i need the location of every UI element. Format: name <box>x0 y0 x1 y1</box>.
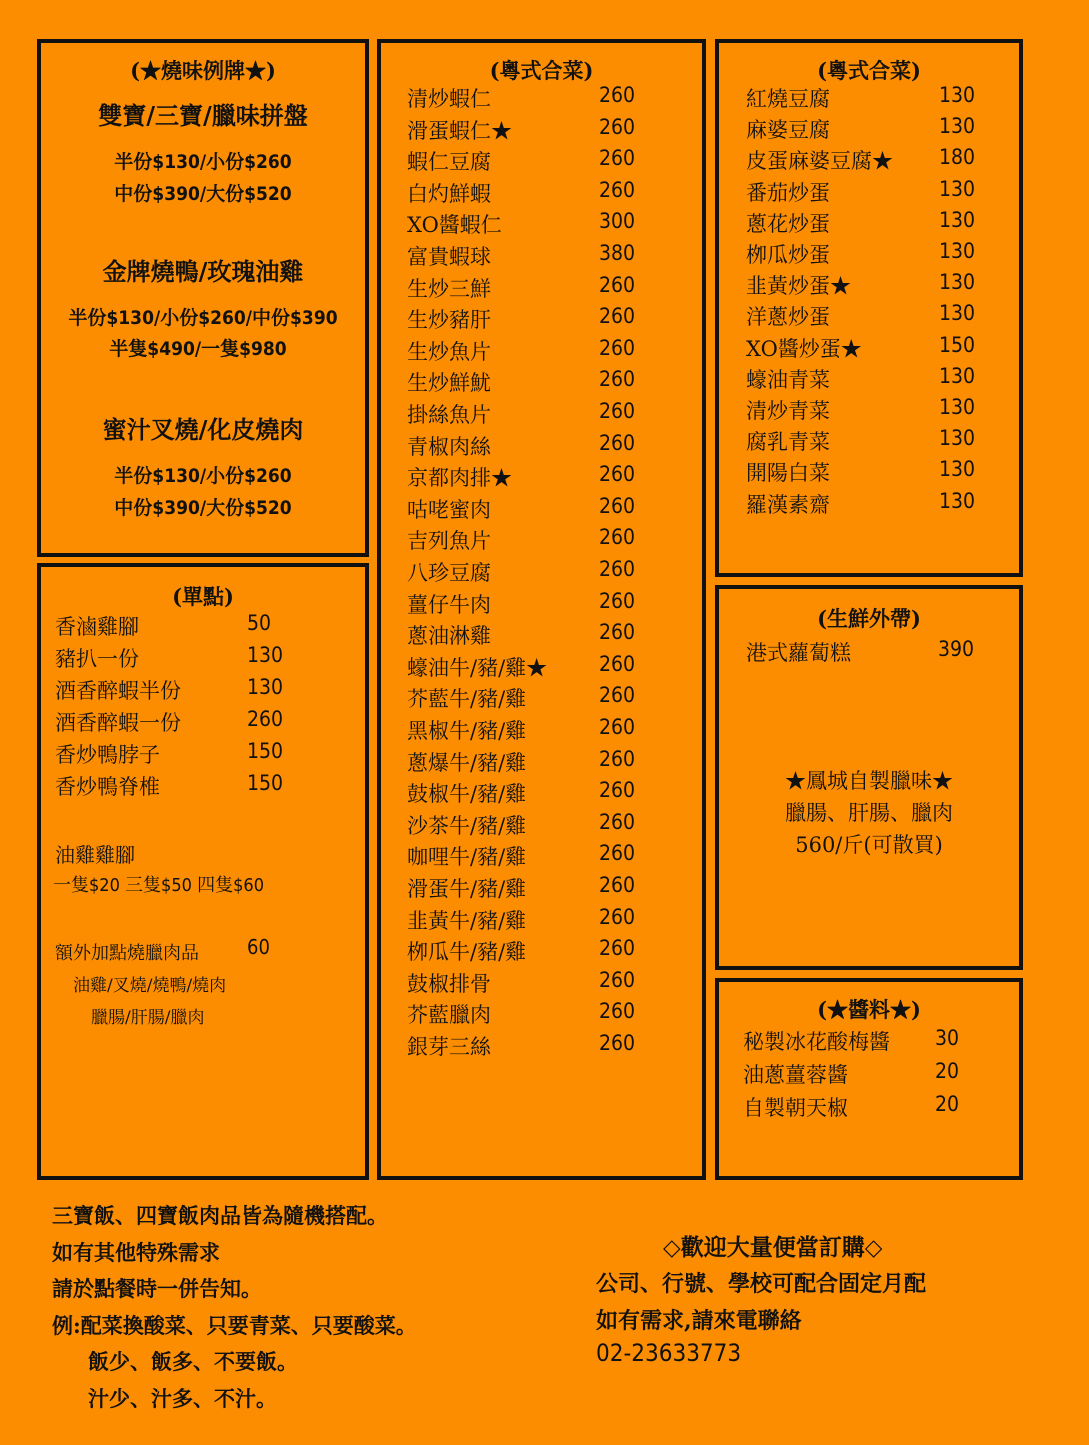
menu-item <box>407 367 697 397</box>
cantonese-title-1: (粵式合菜) <box>489 58 594 83</box>
single-title: (單點) <box>172 584 234 609</box>
roast-panel <box>37 39 369 557</box>
menu-item <box>407 589 697 619</box>
note-line: 汁少、汁多、不汁。 <box>88 1386 277 1411</box>
menu-item <box>407 1031 697 1061</box>
item-name: 番茄炒蛋 <box>746 180 830 205</box>
item-name: 蠔油牛/豬/雞★ <box>407 655 548 680</box>
item-price: 130 <box>939 270 976 295</box>
item-price: 260 <box>599 557 636 581</box>
item-price: 260 <box>599 525 636 550</box>
item-name: 自製朝天椒 <box>743 1096 848 1120</box>
chicken-feet-prices: 一隻$20 三隻$50 四隻$60 <box>53 875 264 896</box>
bulk-title: ◇歡迎大量便當訂購◇ <box>663 1234 883 1261</box>
item-price: 260 <box>599 936 636 961</box>
item-name: 清炒蝦仁 <box>407 87 491 111</box>
item-price: 130 <box>939 114 976 139</box>
item-name: 栁瓜炒蛋 <box>746 243 830 267</box>
item-price: 260 <box>599 335 636 360</box>
menu-item <box>407 778 697 808</box>
item-name: 富貴蝦球 <box>407 245 491 269</box>
item-name: 韭黃牛/豬/雞 <box>407 908 527 933</box>
special-line: 560/斤(可散買) <box>795 833 943 857</box>
item-price: 130 <box>939 488 976 513</box>
menu-item <box>407 178 697 208</box>
item-price: 260 <box>599 304 636 329</box>
item-price: 260 <box>599 841 636 866</box>
item-price: 260 <box>599 146 636 171</box>
item-name: 羅漢素齋 <box>746 492 830 517</box>
item-price: 260 <box>599 399 636 423</box>
fresh-title: (生鮮外帶) <box>817 606 921 631</box>
item-price: 130 <box>939 363 976 388</box>
special-line: 臘腸、肝腸、臘肉 <box>785 801 953 825</box>
item-name: 栁瓜牛/豬/雞 <box>407 940 527 965</box>
menu-item <box>55 611 355 641</box>
item-name: 紅燒豆腐 <box>746 87 830 111</box>
item-price: 260 <box>599 83 636 107</box>
item-price: 150 <box>247 771 284 795</box>
menu-item <box>407 715 697 745</box>
menu-item <box>407 936 697 966</box>
item-name: 皮蛋麻婆豆腐★ <box>746 149 893 174</box>
item-price: 260 <box>599 651 636 676</box>
item-name: 豬扒一份 <box>55 647 139 671</box>
item-name: 香滷雞腳 <box>55 615 139 639</box>
menu-item <box>746 83 1016 113</box>
menu-item <box>407 304 697 334</box>
menu-item <box>407 905 697 935</box>
note-line: 飯少、飯多、不要飯。 <box>88 1349 298 1375</box>
menu-item <box>746 364 1016 394</box>
extra-price: 60 <box>247 935 270 959</box>
menu-item <box>407 83 697 113</box>
item-name: XO醬蝦仁 <box>407 213 502 238</box>
menu-item <box>746 270 1016 300</box>
menu-item <box>407 810 697 840</box>
item-name: 生炒三鮮 <box>407 276 491 301</box>
item-name: 港式蘿蔔糕 <box>746 641 851 665</box>
menu-item <box>746 333 1016 363</box>
roast-group-name: 金牌燒鴨/玫瑰油雞 <box>102 257 304 286</box>
roast-group-price: 半隻$490/一隻$980 <box>109 338 287 360</box>
item-name: 掛絲魚片 <box>407 403 491 427</box>
note-line: 三寶飯、四寶飯肉品皆為隨機搭配。 <box>52 1203 388 1228</box>
menu-item <box>743 1092 1013 1122</box>
item-price: 260 <box>599 430 636 455</box>
item-price: 130 <box>939 83 976 107</box>
menu-item <box>407 209 697 239</box>
item-name: 鼓椒排骨 <box>407 971 491 996</box>
roast-group-price: 半份$130/小份$260/中份$390 <box>68 307 338 329</box>
cantonese-title-2: (粵式合菜) <box>817 58 921 83</box>
item-name: 酒香醉蝦一份 <box>55 711 181 735</box>
roast-group-name: 蜜汁叉燒/化皮燒肉 <box>102 415 304 444</box>
item-price: 260 <box>599 715 636 739</box>
extra-title: 額外加點燒臘肉品 <box>55 943 199 964</box>
item-name: 洋蔥炒蛋 <box>746 305 830 330</box>
menu-item <box>407 652 697 682</box>
item-price: 130 <box>247 643 284 667</box>
menu-item <box>746 177 1016 207</box>
extra-line: 臘腸/肝腸/臘肉 <box>91 1008 205 1028</box>
item-name: 咕咾蜜肉 <box>407 497 491 522</box>
roast-group-price: 半份$130/小份$260 <box>114 465 292 487</box>
bulk-phone: 02-23633773 <box>596 1339 742 1367</box>
note-line: 如有其他特殊需求 <box>52 1239 220 1265</box>
item-price: 260 <box>599 683 636 708</box>
note-line: 例:配菜換酸菜、只要青菜、只要酸菜。 <box>52 1312 417 1338</box>
menu-item <box>407 620 697 650</box>
item-price: 300 <box>599 209 636 234</box>
item-price: 260 <box>599 904 636 929</box>
menu-item <box>55 643 355 673</box>
item-price: 30 <box>935 1026 960 1050</box>
item-price: 390 <box>938 637 975 661</box>
item-name: 秘製冰花酸梅醬 <box>743 1030 890 1054</box>
menu-item <box>407 273 697 303</box>
menu-item <box>746 457 1016 487</box>
menu-item <box>746 239 1016 269</box>
menu-item <box>407 146 697 176</box>
item-name: 香炒鴨脊椎 <box>55 775 160 799</box>
item-name: 清炒青菜 <box>746 399 830 423</box>
item-name: 蔥油淋雞 <box>407 624 491 649</box>
menu-item <box>407 336 697 366</box>
item-name: 八珍豆腐 <box>407 561 491 585</box>
item-name: 薑仔牛肉 <box>407 592 491 617</box>
menu-item <box>407 399 697 429</box>
roast-title: (★燒味例牌★) <box>130 58 276 83</box>
menu-item <box>55 675 355 705</box>
item-name: 銀芽三絲 <box>407 1035 491 1059</box>
menu-item <box>746 145 1016 175</box>
item-name: 生炒魚片 <box>407 339 491 364</box>
menu-item <box>746 114 1016 144</box>
menu-item <box>407 683 697 713</box>
item-name: 白灼鮮蝦 <box>407 181 491 206</box>
fresh-panel <box>715 585 1023 970</box>
item-name: 滑蛋牛/豬/雞 <box>407 877 527 901</box>
roast-group-price: 中份$390/大份$520 <box>114 183 292 205</box>
item-price: 380 <box>599 241 636 265</box>
menu-item <box>407 462 697 492</box>
item-price: 260 <box>599 873 636 897</box>
note-line: 請於點餐時一併告知。 <box>52 1276 262 1302</box>
item-price: 260 <box>599 1031 636 1055</box>
item-name: 蝦仁豆腐 <box>407 150 491 175</box>
item-price: 260 <box>599 114 636 139</box>
item-name: 黑椒牛/豬/雞 <box>407 719 527 743</box>
menu-item <box>407 841 697 871</box>
item-name: 蠔油青菜 <box>746 367 830 392</box>
menu-item <box>746 208 1016 238</box>
item-price: 130 <box>939 239 976 263</box>
menu-item <box>407 115 697 145</box>
menu-item <box>55 771 355 801</box>
menu-item <box>746 395 1016 425</box>
item-name: 生炒鮮魷 <box>407 371 491 396</box>
menu-item <box>746 426 1016 456</box>
item-name: 蔥爆牛/豬/雞 <box>407 750 527 775</box>
menu-item <box>407 999 697 1029</box>
item-price: 260 <box>599 620 636 645</box>
item-price: 130 <box>247 675 284 699</box>
menu-item <box>55 707 355 737</box>
menu-item <box>407 431 697 461</box>
item-name: XO醬炒蛋★ <box>746 336 862 361</box>
item-name: 韭黃炒蛋★ <box>746 274 851 299</box>
item-price: 260 <box>599 967 636 992</box>
item-name: 鼓椒牛/豬/雞 <box>407 782 527 807</box>
item-name: 腐乳青菜 <box>746 430 830 455</box>
item-name: 蔥花炒蛋 <box>746 211 830 236</box>
item-name: 京都肉排★ <box>407 466 512 491</box>
menu-item <box>743 1026 1013 1056</box>
item-price: 260 <box>599 809 636 834</box>
bulk-line: 如有需求,請來電聯絡 <box>596 1308 802 1334</box>
item-name: 青椒肉絲 <box>407 434 491 459</box>
bulk-line: 公司、行號、學校可配合固定月配 <box>596 1271 927 1297</box>
item-price: 260 <box>599 367 636 392</box>
sauce-panel <box>715 978 1023 1180</box>
menu-item <box>407 968 697 998</box>
menu-item <box>746 301 1016 331</box>
item-price: 130 <box>939 207 976 232</box>
item-price: 130 <box>939 301 976 326</box>
item-price: 260 <box>599 778 636 803</box>
item-price: 130 <box>939 176 976 201</box>
item-price: 150 <box>939 332 976 357</box>
item-price: 260 <box>599 272 636 297</box>
item-price: 260 <box>247 707 284 731</box>
item-price: 260 <box>599 588 636 613</box>
item-price: 50 <box>247 611 272 635</box>
item-price: 130 <box>939 457 976 482</box>
item-name: 酒香醉蝦半份 <box>55 679 181 703</box>
item-name: 油蔥薑蓉醬 <box>743 1063 848 1087</box>
menu-item <box>55 739 355 769</box>
fresh-item <box>746 637 1006 667</box>
menu-item <box>407 557 697 587</box>
menu-item <box>746 489 1016 519</box>
item-price: 150 <box>247 739 284 763</box>
menu-item <box>743 1059 1013 1089</box>
chicken-feet-title: 油雞雞腳 <box>55 843 135 867</box>
roast-group-price: 半份$130/小份$260 <box>114 151 292 173</box>
cantonese-panel-1 <box>377 39 706 1180</box>
menu-item <box>407 241 697 271</box>
cantonese-panel-2 <box>715 39 1023 577</box>
item-name: 吉列魚片 <box>407 529 491 554</box>
item-name: 生炒豬肝 <box>407 308 491 333</box>
menu-item <box>407 494 697 524</box>
extra-line: 油雞/叉燒/燒鴨/燒肉 <box>73 976 227 996</box>
item-price: 20 <box>935 1059 960 1083</box>
single-panel <box>37 563 369 1180</box>
item-price: 260 <box>599 999 636 1024</box>
special-title: ★鳳城自製臘味★ <box>785 769 953 793</box>
item-price: 180 <box>939 145 976 170</box>
item-price: 260 <box>599 177 636 202</box>
item-name: 芥藍牛/豬/雞 <box>407 687 527 712</box>
menu-item <box>407 747 697 777</box>
item-price: 260 <box>599 493 636 518</box>
item-name: 麻婆豆腐 <box>746 118 830 143</box>
menu-item <box>407 873 697 903</box>
roast-group-price: 中份$390/大份$520 <box>114 497 292 519</box>
item-price: 130 <box>939 395 976 419</box>
roast-group-name: 雙寶/三寶/臘味拼盤 <box>98 101 308 130</box>
item-name: 芥藍臘肉 <box>407 1003 491 1028</box>
item-name: 沙茶牛/豬/雞 <box>407 813 527 838</box>
menu-item <box>407 525 697 555</box>
item-name: 香炒鴨脖子 <box>55 743 160 767</box>
item-name: 滑蛋蝦仁★ <box>407 118 512 143</box>
item-price: 260 <box>599 462 636 487</box>
item-price: 20 <box>935 1092 960 1116</box>
item-price: 260 <box>599 746 636 771</box>
item-name: 開陽白菜 <box>746 461 830 486</box>
sauce-title: (★醬料★) <box>817 997 921 1022</box>
item-name: 咖哩牛/豬/雞 <box>407 845 527 870</box>
item-price: 130 <box>939 426 976 451</box>
